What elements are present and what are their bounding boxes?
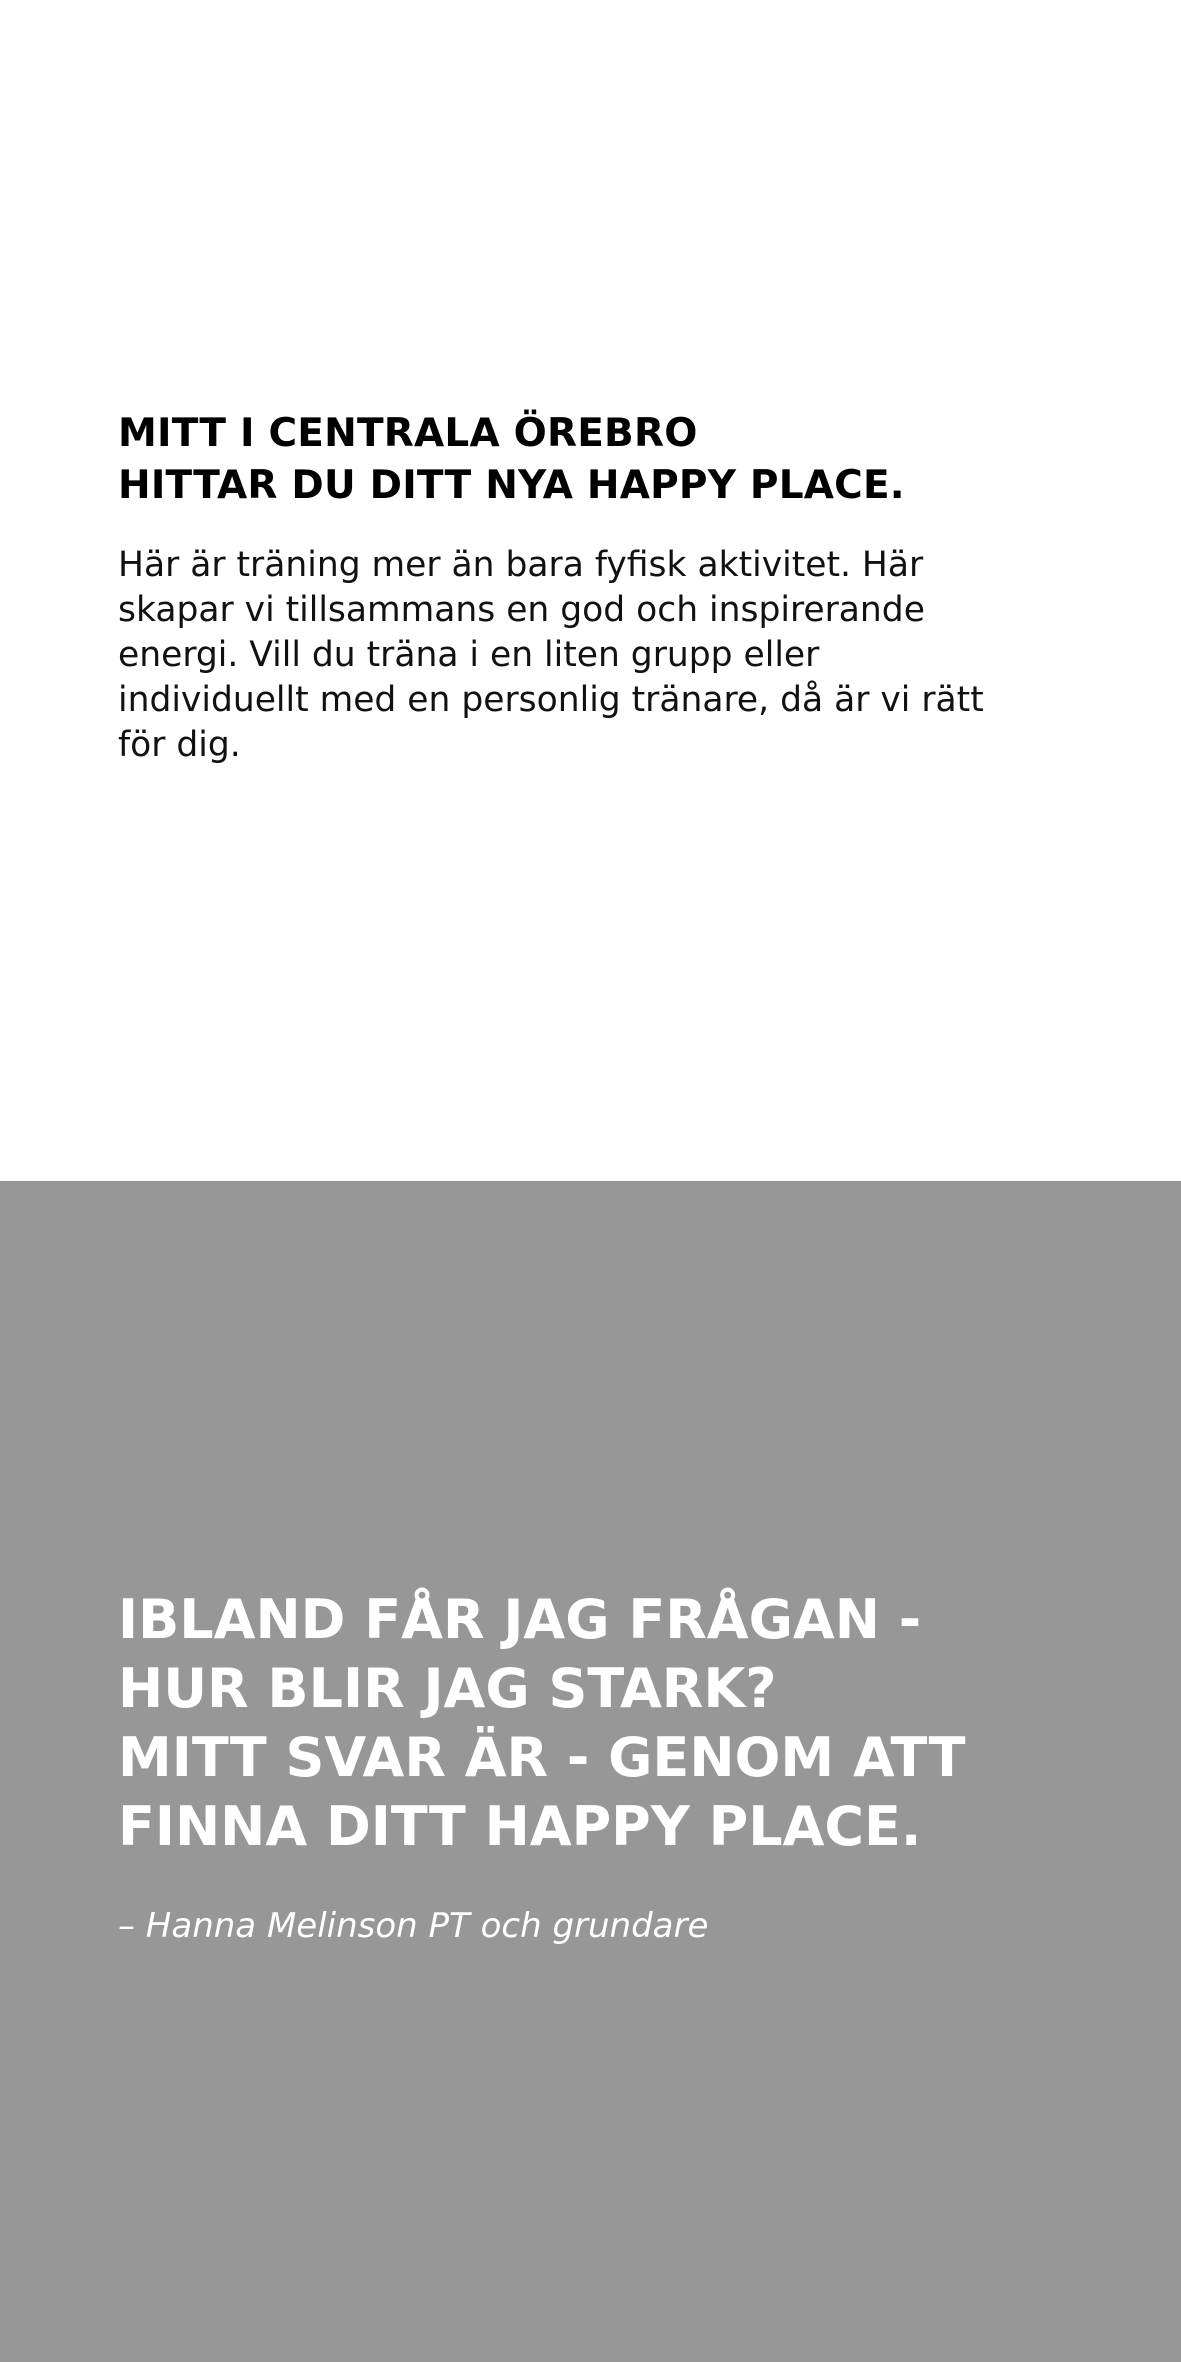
quote-line: FINNA DITT HAPPY PLACE. (118, 1795, 922, 1858)
intro-heading-line: MITT I CENTRALA ÖREBRO (118, 411, 698, 456)
intro-body-line: skapar vi tillsammans en god och inspirerande (118, 590, 925, 630)
quote-line: IBLAND FÅR JAG FRÅGAN - (118, 1588, 922, 1651)
quote-line: HUR BLIR JAG STARK? (118, 1657, 777, 1720)
intro-body-line: individuellt med en personlig tränare, då är vi rätt (118, 680, 984, 720)
intro-body-text (118, 543, 1078, 768)
quote-attribution: – Hanna Melinson PT och grundare (118, 1906, 709, 1946)
intro-heading (118, 408, 1078, 512)
intro-body-line: Här är träning mer än bara fyfisk aktivitet. Här (118, 545, 924, 585)
intro-body-line: för dig. (118, 725, 241, 765)
quote-text (118, 1585, 1118, 1861)
intro-heading-line: HITTAR DU DITT NYA HAPPY PLACE. (118, 463, 905, 508)
intro-body-line: energi. Vill du träna i en liten grupp eller (118, 635, 820, 675)
quote-line: MITT SVAR ÄR - GENOM ATT (118, 1726, 966, 1789)
